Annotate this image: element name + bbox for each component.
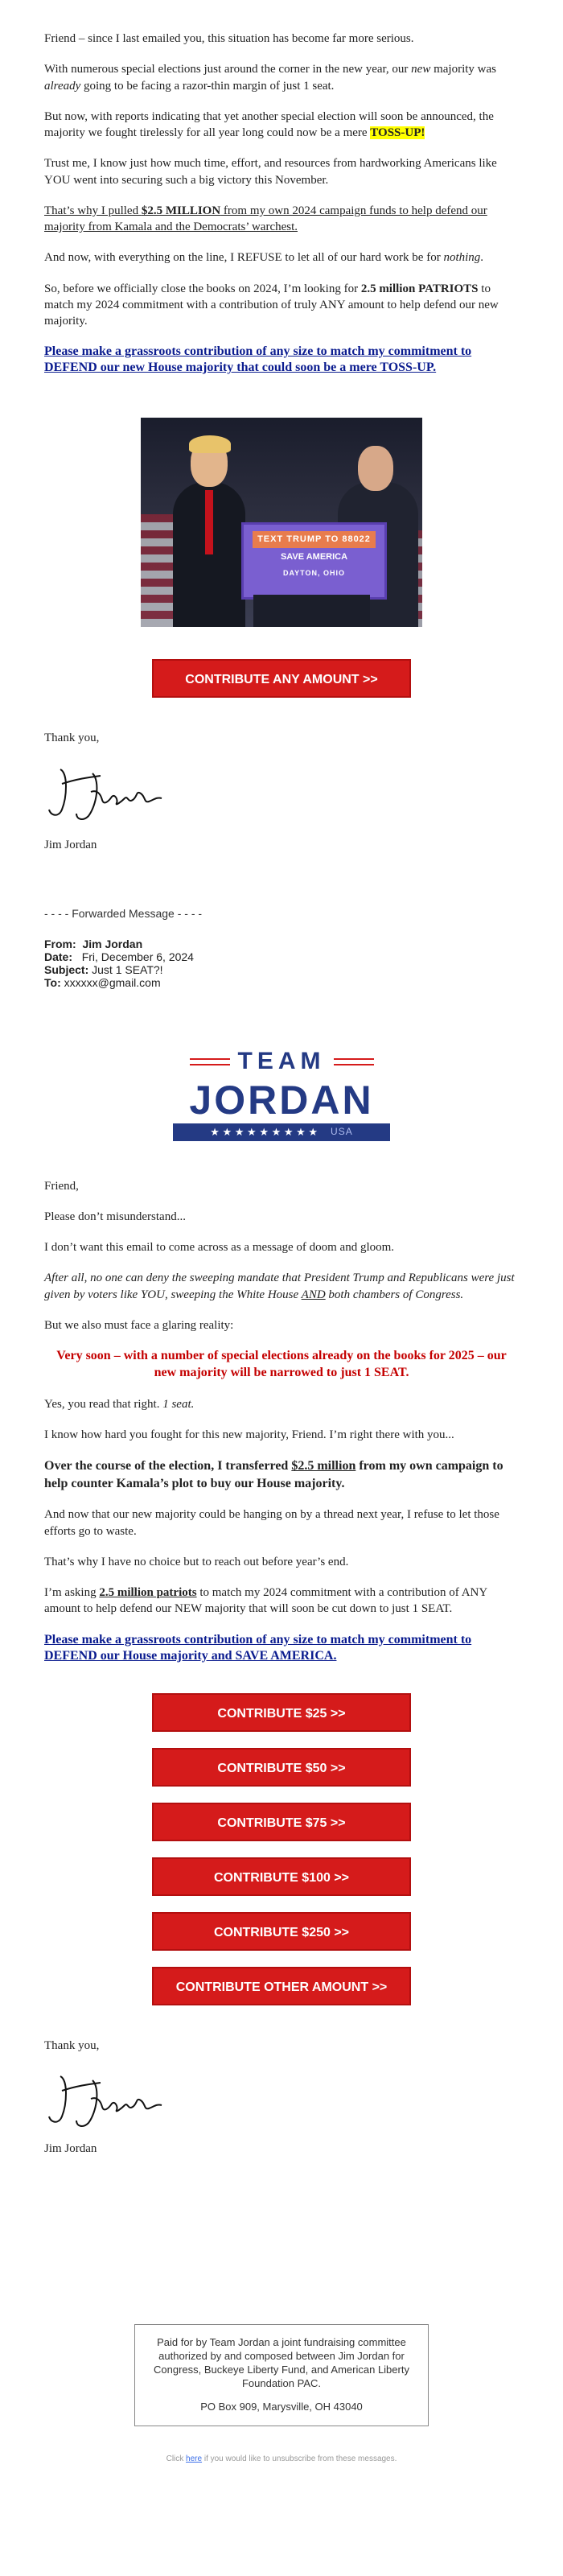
podium-sign	[241, 522, 387, 600]
paid-for-text: Paid for by Team Jordan a joint fundraising committee authorized by and composed between Jim Jordan for Congress, Buckeye Liberty Fund, and American Liberty Foundation PAC.	[154, 2336, 409, 2389]
intro-paragraph-5	[44, 203, 519, 236]
intro-paragraph-3	[44, 109, 519, 142]
logo-star-bar	[173, 1123, 390, 1141]
text: I’m asking	[44, 1586, 100, 1600]
text: And now, with everything on the line, I REFUSE to let all of our hard work be for	[44, 251, 444, 265]
text: Over the course of the election, I transferred	[44, 1459, 292, 1473]
text: .	[480, 251, 484, 265]
disclaimer-box	[134, 2324, 429, 2426]
person-left-hair	[189, 435, 231, 453]
team-jordan-logo	[173, 1045, 390, 1141]
body-paragraph: Please don’t misunderstand...	[44, 1210, 186, 1223]
forwarded-to-row	[44, 976, 519, 989]
intro-paragraph-2	[44, 61, 519, 94]
body-paragraph	[44, 1585, 519, 1618]
thank-you-text: Thank you,	[44, 732, 100, 745]
contribute-25-button[interactable]: CONTRIBUTE $25 >>	[152, 1693, 411, 1732]
contribute-100-button[interactable]: CONTRIBUTE $100 >>	[152, 1857, 411, 1896]
contribution-link-toss-up[interactable]: Please make a grassroots contribution of any size to match my commitment to DEFEND our new House majority that could soon be a mere TOSS-UP.	[44, 344, 472, 375]
toss-up-highlight: TOSS-UP!	[370, 126, 425, 139]
contribute-75-button[interactable]: CONTRIBUTE $75 >>	[152, 1803, 411, 1841]
text: That’s why I pulled	[44, 204, 142, 217]
logo-dash	[334, 1058, 374, 1065]
unsubscribe-link[interactable]: here	[186, 2454, 203, 2463]
label: Date:	[44, 950, 73, 963]
forwarded-subject-row	[44, 963, 519, 976]
date-value: Fri, December 6, 2024	[81, 950, 194, 963]
underlined-and: AND	[301, 1288, 326, 1301]
amount-bold: $2.5 MILLION	[141, 204, 221, 217]
amount-underlined: $2.5 million	[291, 1459, 356, 1473]
logo-dash	[190, 1058, 230, 1065]
red-tie	[205, 490, 213, 554]
forwarded-date-row	[44, 950, 519, 963]
patriots-bold: 2.5 million patriots	[99, 1586, 197, 1600]
text: from my own campaign to help counter Kamala’s plot to buy our House majority.	[44, 1459, 503, 1490]
contribute-250-button[interactable]: CONTRIBUTE $250 >>	[152, 1912, 411, 1951]
forwarded-message-header: - - - - Forwarded Message - - - -	[44, 906, 203, 920]
podium-text-line: SAVE AMERICA	[280, 552, 348, 563]
text: But now, with reports indicating that yet another special election will soon be announced, the majority we fought tirelessly for all year long could now be a mere	[44, 109, 494, 139]
patriots-bold: 2.5 million PATRIOTS	[360, 282, 479, 295]
text: After all, no one can deny the sweeping mandate that President Trump and Republicans were just given by voters like YOU, sweeping the White House	[44, 1272, 515, 1301]
text: With numerous special elections just around the corner in the new year, our	[44, 63, 412, 76]
emphasis-1-seat: 1 seat.	[162, 1397, 195, 1411]
body-paragraph: But we also must face a glaring reality:	[44, 1318, 234, 1332]
forwarded-details	[44, 938, 519, 989]
logo-jordan-text: JORDAN	[189, 1077, 374, 1123]
text: Click	[166, 2454, 187, 2463]
intro-paragraph-6	[44, 249, 519, 266]
emphasis-nothing: nothing	[443, 251, 481, 265]
body-paragraph-bold	[44, 1457, 519, 1492]
text: to match my 2024 commitment with a contribution of ANY amount to help defend our NEW majority that will soon be cut down to just 1 SEAT.	[44, 1586, 487, 1616]
thank-you-text: Thank you,	[44, 2038, 100, 2052]
podium-base	[253, 595, 370, 627]
label: To:	[44, 975, 61, 989]
text: both chambers of Congress.	[325, 1288, 464, 1301]
contribution-link-save-america[interactable]: Please make a grassroots contribution of any size to match my commitment to DEFEND our House majority and SAVE AMERICA.	[44, 1632, 472, 1663]
text: to match my 2024 commitment with a contribution of truly ANY amount to help defend our new majority.	[44, 282, 499, 328]
text: if you would like to unsubscribe from these messages.	[202, 2454, 397, 2463]
contribute-50-button[interactable]: CONTRIBUTE $50 >>	[152, 1748, 411, 1787]
subject-value: Just 1 SEAT?!	[92, 962, 163, 976]
label: From:	[44, 937, 76, 950]
signature-image	[44, 2068, 173, 2133]
text: So, before we officially close the books on 2024, I’m looking for	[44, 282, 361, 295]
forwarded-from-row	[44, 938, 519, 950]
signer-name: Jim Jordan	[44, 838, 97, 851]
body-paragraph	[44, 1396, 519, 1412]
signature-image	[44, 761, 173, 826]
email-body	[44, 0, 519, 2464]
rally-photo	[141, 418, 422, 627]
emphasis-already: already	[44, 79, 81, 93]
intro-paragraph-4: Trust me, I know just how much time, effort, and resources from hardworking Americans like YOU went into securing such a big victory this November.	[44, 157, 497, 187]
signer-name: Jim Jordan	[44, 2141, 97, 2155]
from-value: Jim Jordan	[82, 937, 143, 950]
logo-team-text: TEAM	[237, 1048, 326, 1075]
contribute-any-amount-button[interactable]: CONTRIBUTE ANY AMOUNT >>	[152, 659, 411, 698]
label: Subject:	[44, 962, 89, 976]
intro-paragraph-7	[44, 281, 519, 330]
greeting: Friend,	[44, 1179, 79, 1193]
podium-text-line: TEXT TRUMP TO 88022	[253, 531, 376, 548]
intro-paragraph-1: Friend – since I last emailed you, this situation has become far more serious.	[44, 32, 414, 45]
emphasis-new: new	[411, 63, 431, 76]
contribute-other-amount-button[interactable]: CONTRIBUTE OTHER AMOUNT >>	[152, 1967, 411, 2005]
person-right-head	[358, 446, 393, 491]
alert-red-text: Very soon – with a number of special elections already on the books for 2025 – our new majority will be narrowed to just 1 SEAT.	[56, 1349, 507, 1379]
text: from my own 2024 campaign funds to help defend our majority from Kamala and the Democrats’ warchest.	[44, 204, 487, 233]
mailing-address: PO Box 909, Marysville, OH 43040	[200, 2400, 363, 2413]
logo-usa-text: USA	[331, 1126, 353, 1138]
unsubscribe-line	[44, 2454, 519, 2465]
body-paragraph-italic	[44, 1270, 519, 1303]
body-paragraph: And now that our new majority could be hanging on by a thread next year, I refuse to let those efforts go to waste.	[44, 1508, 499, 1538]
podium-text-line: DAYTON, OHIO	[282, 568, 345, 577]
body-paragraph: I don’t want this email to come across as a message of doom and gloom.	[44, 1241, 395, 1255]
logo-top-row	[173, 1045, 390, 1078]
to-value: xxxxxx@gmail.com	[64, 975, 161, 989]
text: Yes, you read that right.	[44, 1397, 163, 1411]
body-paragraph: That’s why I have no choice but to reach out before year’s end.	[44, 1555, 349, 1568]
star-icons: ★ ★ ★ ★ ★ ★ ★ ★ ★	[210, 1125, 318, 1138]
body-paragraph: I know how hard you fought for this new majority, Friend. I’m right there with you...	[44, 1428, 454, 1441]
text: going to be facing a razor-thin margin of just 1 seat.	[80, 79, 335, 93]
text: majority was	[430, 63, 496, 76]
